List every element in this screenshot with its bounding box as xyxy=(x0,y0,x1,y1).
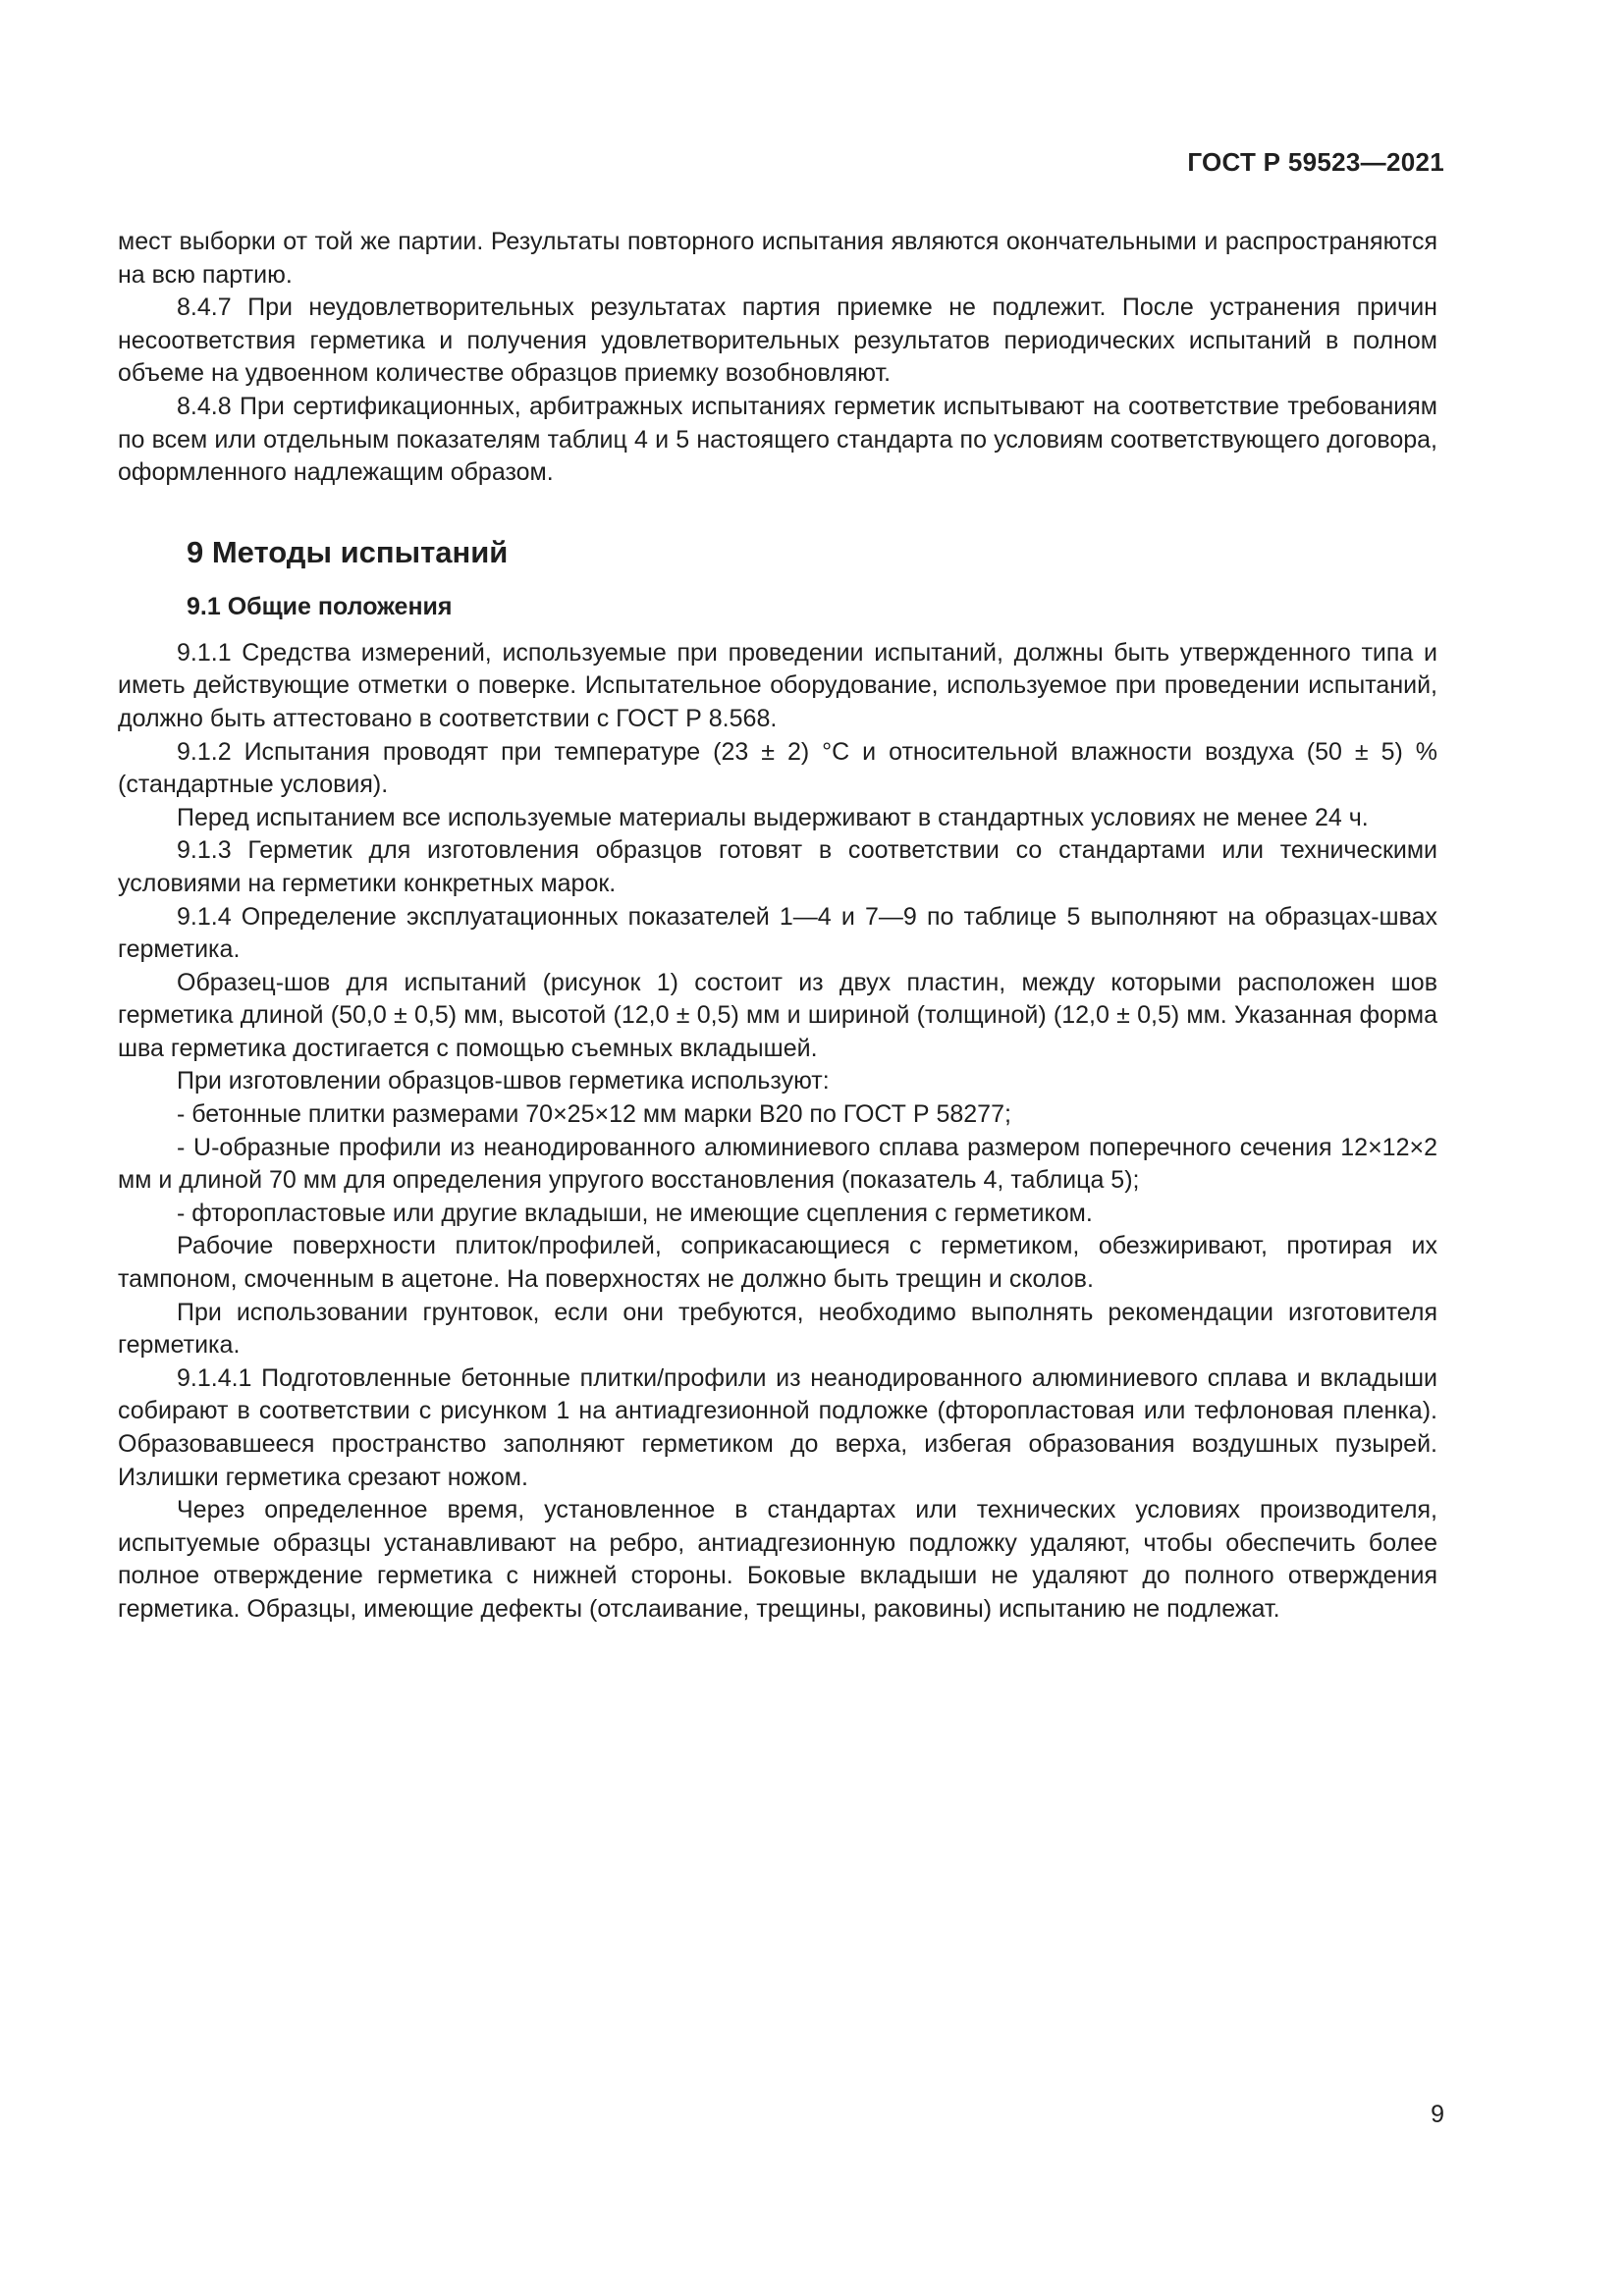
paragraph-8-4-7: 8.4.7 При неудовлетворительных результатах партия приемке не подлежит. После устранения причин несоответствия герметика и получения удовлетворительных результатов периодических испытаний в полном объеме на удвоенном количестве образцов приемку возобновляют. xyxy=(118,294,1437,388)
paragraph-9-1-3: 9.1.3 Герметик для изготовления образцов готовят в соответствии со стандартами или техническими условиями на герметики конкретных марок. xyxy=(118,836,1437,897)
paragraph-9-1-4-1: 9.1.4.1 Подготовленные бетонные плитки/профили из неанодированного алюминиевого сплава и вкладыши собирают в соответствии с рисунком 1 на антиадгезионной подложке (фторопластовая или тефлоновая пленка). Образовавшееся пространство заполняют герметиком до верха, избегая образования воздушных пузырей. Излишки герметика срезают ножом. xyxy=(118,1363,1437,1491)
paragraph-continuation: мест выборки от той же партии. Результаты повторного испытания являются окончательными и распространяются на всю партию. xyxy=(118,228,1437,289)
paragraph-curing: Через определенное время, установленное в стандартах или технических условиях производителя, испытуемые образцы устанавливают на ребро, антиадгезионную подложку удаляют, чтобы обеспечить более полное отверждение герметика с нижней стороны. Боковые вкладыши не удаляют до полного отверждения герметика. Образцы, имеющие дефекты (отслаивание, трещины, раковины) испытанию не подлежат. xyxy=(118,1496,1437,1623)
list-item-u-profiles: - U-образные профили из неанодированного алюминиевого сплава размером поперечного сечения 12×12×2 мм и длиной 70 мм для определения упругого восстановления (показатель 4, таблица 5); xyxy=(118,1133,1437,1195)
paragraph-9-1-2: 9.1.2 Испытания проводят при температуре (23 ± 2) °С и относительной влажности воздуха (50 ± 5) % (стандартные условия). xyxy=(118,737,1437,799)
document-body xyxy=(118,226,1437,1627)
subsection-heading: 9.1 Общие положения xyxy=(187,592,453,620)
paragraph-conditioning: Перед испытанием все используемые материалы выдерживают в стандартных условиях не менее 24 ч. xyxy=(177,803,1369,831)
paragraph-surface-prep: Рабочие поверхности плиток/профилей, соприкасающиеся с герметиком, обезжиривают, протирая их тампоном, смоченным в ацетоне. На поверхностях не должно быть трещин и сколов. xyxy=(118,1232,1437,1294)
section-heading: 9 Методы испытаний xyxy=(187,534,509,569)
paragraph-sample-description: Образец-шов для испытаний (рисунок 1) состоит из двух пластин, между которыми расположен шов герметика длиной (50,0 ± 0,5) мм, высотой (12,0 ± 0,5) мм и шириной (толщиной) (12,0 ± 0,5) мм. Указанная форма шва герметика достигается с помощью съемных вкладышей. xyxy=(118,968,1437,1062)
paragraph-primers: При использовании грунтовок, если они требуются, необходимо выполнять рекомендации изготовителя герметика. xyxy=(118,1298,1437,1360)
page-number: 9 xyxy=(1431,2101,1444,2128)
list-item-inserts: - фторопластовые или другие вкладыши, не имеющие сцепления с герметиком. xyxy=(177,1199,1093,1227)
paragraph-9-1-1: 9.1.1 Средства измерений, используемые при проведении испытаний, должны быть утвержденного типа и иметь действующие отметки о поверке. Испытательное оборудование, используемое при проведении испытаний, должно быть аттестовано в соответствии с ГОСТ Р 8.568. xyxy=(118,638,1437,732)
paragraph-materials-intro: При изготовлении образцов-швов герметика используют: xyxy=(177,1067,830,1095)
paragraph-9-1-4: 9.1.4 Определение эксплуатационных показателей 1—4 и 7—9 по таблице 5 выполняют на образцах-швах герметика. xyxy=(118,902,1437,964)
list-item-concrete-tiles: - бетонные плитки размерами 70×25×12 мм марки В20 по ГОСТ Р 58277; xyxy=(177,1100,1011,1129)
paragraph-8-4-8: 8.4.8 При сертификационных, арбитражных испытаниях герметик испытывают на соответствие требованиям по всем или отдельным показателям таблиц 4 и 5 настоящего стандарта по условиям соответствующего договора, оформленного надлежащим образом. xyxy=(118,392,1437,487)
document-code: ГОСТ Р 59523—2021 xyxy=(1187,147,1444,177)
